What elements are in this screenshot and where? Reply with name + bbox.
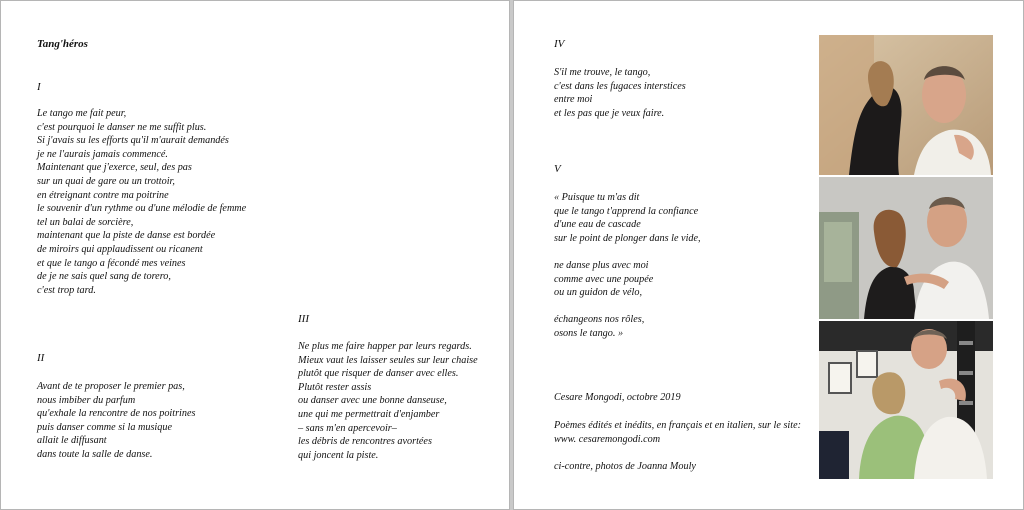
poem-line-publication: Poèmes édités et inédits, en français et en italien, sur le site: [554,420,801,431]
section-numeral-iv: IV [554,38,565,50]
tango-photo-1 [819,35,993,175]
section-numeral-ii: II [37,352,45,364]
stanza-iv [554,66,686,120]
poem-line-i: Si j'avais su les efforts qu'il m'aurait demandés [37,135,229,147]
poem-line-ii: allait le diffusant [37,435,107,447]
poem-line-iv: et les pas que je veux faire. [554,107,665,119]
poem-line-iii: qui joncent la piste. [298,449,379,461]
poem-line-ii: dans toute la salle de danse. [37,448,153,460]
poem-line-iii: plutôt que risquer de danser avec elles. [298,368,459,380]
section-numeral-v: V [554,163,561,175]
photo-credit: ci-contre, photos de Joanna Mouly [554,461,696,472]
tango-photo-2 [819,177,993,319]
poem-line-i: je ne l'aurais jamais commencé. [37,148,168,160]
poem-line-v: comme avec une poupée [554,273,654,285]
poem-line-iii: – sans m'en apercevoir– [298,422,397,434]
poem-line-iv: entre moi [554,94,593,106]
section-numeral-i: I [37,81,41,93]
poem-line-i: Le tango me fait peur, [37,108,127,119]
poem-line-ii: Avant de te proposer le premier pas, [37,381,185,392]
tango-photo-3 [819,321,993,479]
poem-line-i: maintenant que la piste de danse est bordée [37,230,216,242]
poem-line-v: ne danse plus avec moi [554,259,649,271]
poem-line-i: en étreignant contre ma poitrine [37,189,169,201]
publication-note [554,419,801,446]
poem-line-iii: les débris de rencontres avortées [298,436,432,448]
poem-line-i: sur un quai de gare ou un trottoir, [37,175,175,187]
poem-line-publication: www. cesaremongodi.com [554,433,661,445]
poem-line-iii: Ne plus me faire happer par leurs regards. [298,341,472,352]
stanza-iii [298,340,478,462]
right-page [513,0,1024,510]
poem-line-iii: ou danser avec une bonne danseuse, [298,395,447,407]
poem-line-v: échangeons nos rôles, [554,314,645,326]
poem-line-v: d'une eau de cascade [554,219,641,231]
poem-line-v: sur le point de plonger dans le vide, [554,232,701,244]
poem-line-ii: puis danser comme si la musique [37,421,172,433]
poem-line-iii: Plutôt rester assis [298,381,372,393]
poem-line-i: Maintenant que j'exerce, seul, des pas [37,162,192,174]
poem-line-i: c'est pourquoi le danser ne me suffit plus. [37,121,207,133]
stanza-gap [554,300,701,314]
poem-line-ii: qu'exhale la rencontre de nos poitrines [37,408,196,420]
poem-line-v: « Puisque tu m'as dit [554,192,640,203]
poem-line-iii: Mieux vaut les laisser seules sur leur chaise [298,354,478,366]
poem-line-v: que le tango t'apprend la confiance [554,205,699,217]
stanza-i [37,107,246,297]
poem-line-iv: S'il me trouve, le tango, [554,67,651,78]
poem-line-v: ou un guidon de vélo, [554,287,642,299]
poem-line-i: de miroirs qui applaudissent ou ricanent [37,243,203,255]
stanza-v [554,191,701,341]
poem-line-i: c'est trop tard. [37,284,96,296]
poem-line-v: osons le tango. » [554,327,624,339]
left-page [0,0,510,510]
author-signature: Cesare Mongodi, octobre 2019 [554,392,681,403]
poem-line-iv: c'est dans les fugaces interstices [554,80,686,92]
poem-line-iii: une qui me permettrait d'enjamber [298,408,440,420]
stanza-ii [37,380,195,462]
poem-line-i: et que le tango a fécondé mes veines [37,257,186,269]
poem-line-i: le souvenir d'un rythme ou d'une mélodie de femme [37,203,247,215]
poem-line-i: tel un balai de sorcière, [37,216,134,228]
section-numeral-iii: III [298,313,309,325]
poem-line-i: de je ne sais quel sang de torero, [37,271,171,283]
poem-line-ii: nous imbiber du parfum [37,394,136,406]
poem-title: Tang'héros [37,38,88,50]
stanza-gap [554,245,701,259]
